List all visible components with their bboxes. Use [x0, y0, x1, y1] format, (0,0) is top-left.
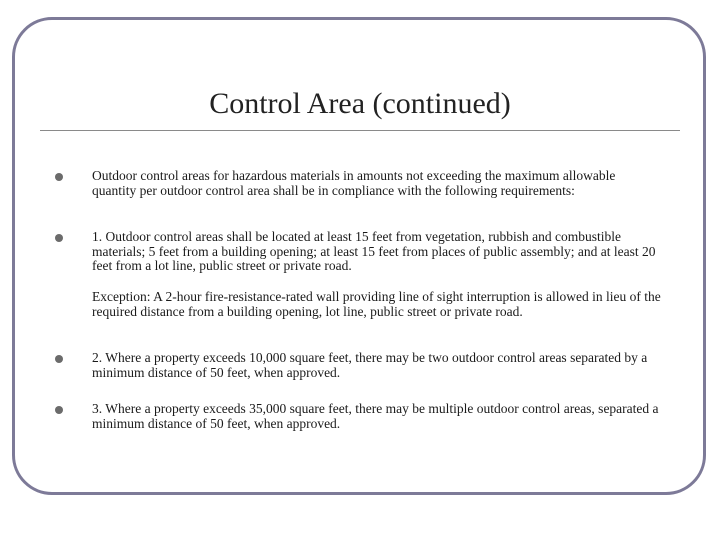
list-item-requirement-2: 2. Where a property exceeds 10,000 square feet, there may be two outdoor control areas separated by a minimum distance of 50 feet, when approved. — [92, 350, 648, 380]
title-divider — [40, 130, 680, 131]
bullet-icon — [55, 173, 63, 181]
bullet-icon — [55, 234, 63, 242]
slide-title: Control Area (continued) — [209, 87, 511, 120]
list-item-exception: Exception: A 2-hour fire-resistance-rated wall providing line of sight interruption is allowed in lieu of the required distance from a building opening, lot line, public street or private road. — [92, 289, 661, 319]
bullet-icon — [55, 406, 63, 414]
bullet-icon — [55, 355, 63, 363]
list-item-requirement-1: 1. Outdoor control areas shall be located at least 15 feet from vegetation, rubbish and combustible materials; 5 feet from a building opening; at least 15 feet from places of public assembly; and at least 20 feet from a lot line, public street or private road. — [92, 229, 656, 273]
list-item-requirement-3: 3. Where a property exceeds 35,000 square feet, there may be multiple outdoor control areas, separated a minimum distance of 50 feet, when approved. — [92, 401, 659, 431]
list-item-intro: Outdoor control areas for hazardous materials in amounts not exceeding the maximum allowable quantity per outdoor control area shall be in compliance with the following requirements: — [92, 168, 616, 198]
